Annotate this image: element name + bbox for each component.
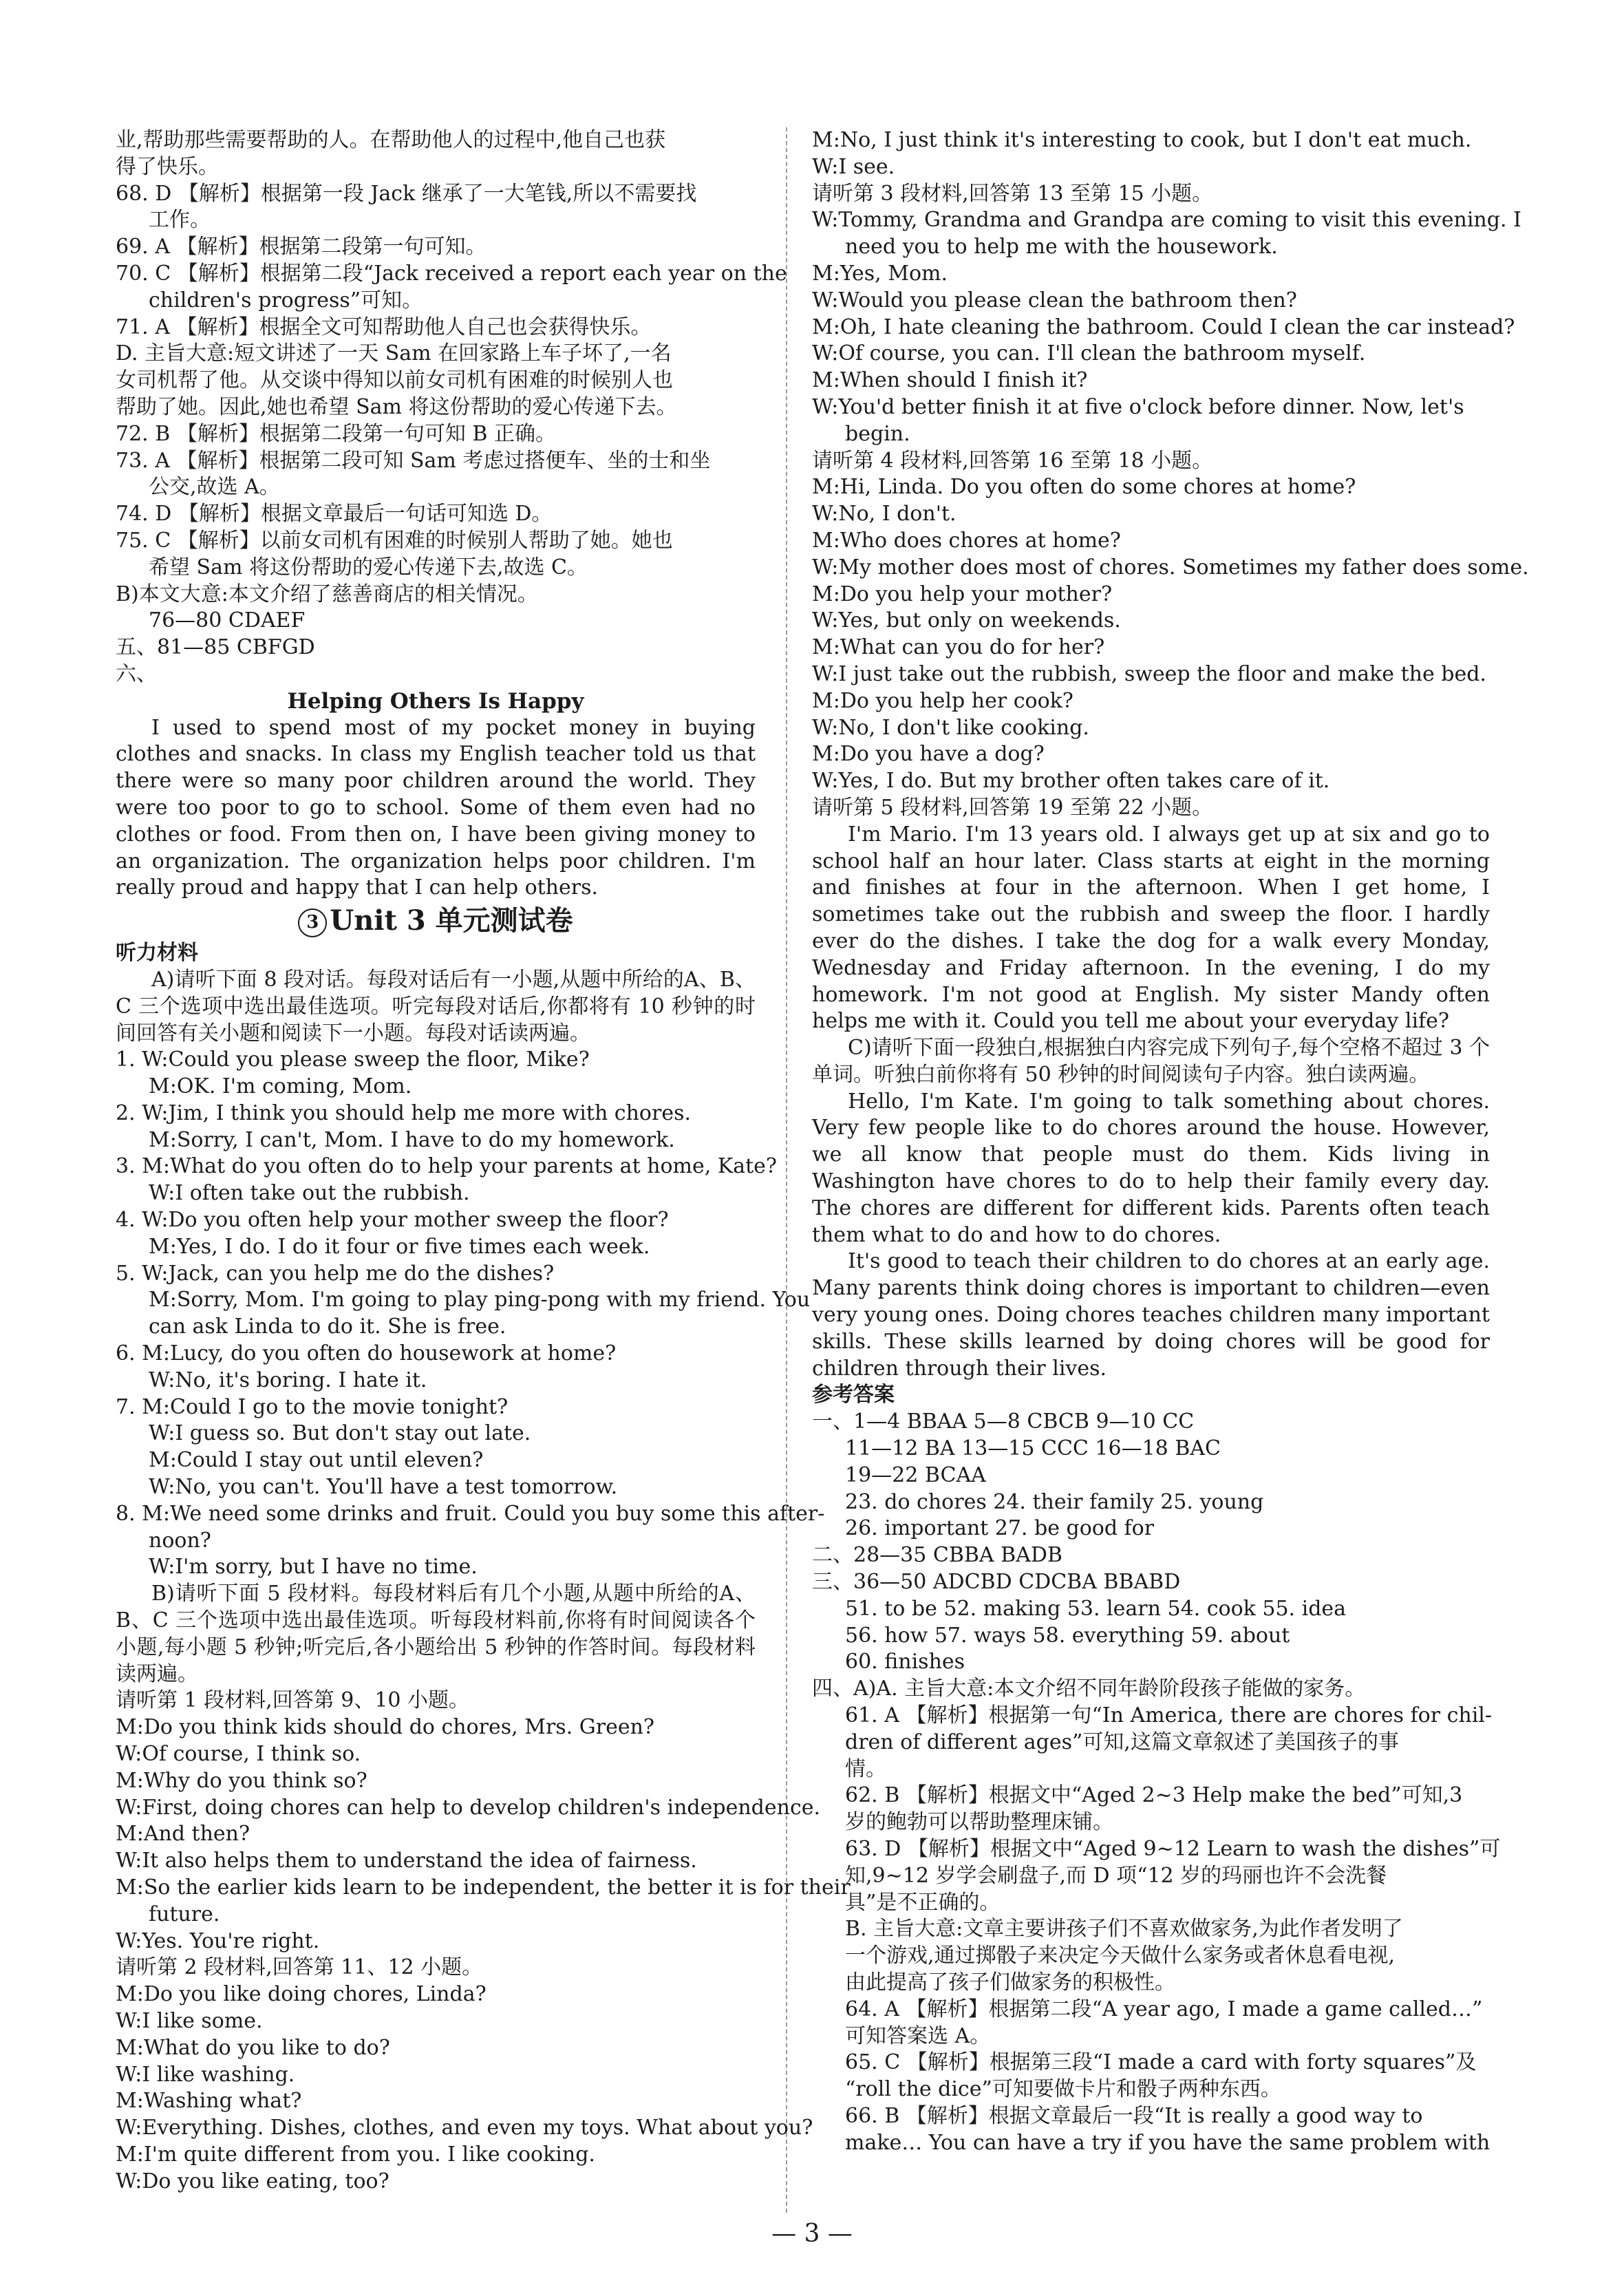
text-line: M:Who does chores at home? bbox=[812, 528, 1121, 553]
text-line: W:I often take out the rubbish. bbox=[149, 1181, 470, 1206]
text-line: 8. M:We need some drinks and fruit. Could you buy some this after- bbox=[116, 1501, 825, 1526]
text-line: M:I'm quite different from you. I like cooking. bbox=[116, 2142, 595, 2167]
text-line: 56. how 57. ways 58. everything 59. about bbox=[845, 1623, 1290, 1648]
text-line: make… You can have a try if you have the same problem with bbox=[845, 2130, 1491, 2155]
text-line: W:I guess so. But don't stay out late. bbox=[149, 1421, 531, 1446]
text-line: W:First, doing chores can help to develop children's independence. bbox=[116, 1795, 821, 1820]
text-line: W:I just take out the rubbish, sweep the floor and make the bed. bbox=[812, 661, 1486, 686]
text-line: 请听第 3 段材料,回答第 13 至第 15 小题。 bbox=[812, 181, 1213, 206]
text-line: 得了快乐。 bbox=[116, 154, 219, 179]
text-line: W:Tommy, Grandma and Grandpa are coming to visit this evening. I bbox=[812, 208, 1521, 233]
text-line: D. 主旨大意:短文讲述了一天 Sam 在回家路上车子坏了,一名 bbox=[116, 341, 672, 366]
text-line: W:I'm sorry, but I have no time. bbox=[149, 1555, 478, 1580]
text-line: 三、36—50 ADCBD CDCBA BBABD bbox=[812, 1570, 1181, 1595]
text-line: 61. A 【解析】根据第一句“In America, there are chores for chil- bbox=[845, 1703, 1493, 1728]
text-line: 请听第 4 段材料,回答第 16 至第 18 小题。 bbox=[812, 448, 1213, 473]
page-number: — 3 — bbox=[771, 2220, 853, 2248]
text-line: M:Could I stay out until eleven? bbox=[149, 1448, 484, 1473]
text-line: 六、 bbox=[116, 661, 157, 686]
kate-monologue-2: It's good to teach their children to do chores at an early age. Many parents think doing chores is important to children—even very young ones. Doing chores teaches children many important skills. These skills learned by doing chores will be good for children through their lives. bbox=[812, 1249, 1490, 1381]
text-line: 女司机帮了他。从交谈中得知以前女司机有困难的时候别人也 bbox=[116, 368, 673, 393]
text-line: M:Sorry, Mom. I'm going to play ping-pong with my friend. You bbox=[149, 1288, 811, 1312]
text-line: W:I like some. bbox=[116, 2008, 263, 2033]
text-line: W:No, I don't. bbox=[812, 502, 957, 527]
part-b-materials bbox=[116, 1688, 851, 2195]
part-c-intro: C)请听下面一段独白,根据独白内容完成下列句子,每个空格不超过 3 个单词。听独白前你将有 50 秒钟的时间阅读句子内容。独白读两遍。 bbox=[812, 1036, 1490, 1087]
text-line: 68. D 【解析】根据第一段 Jack 继承了一大笔钱,所以不需要找 bbox=[116, 181, 697, 206]
text-line: 63. D 【解析】根据文中“Aged 9~12 Learn to wash the dishes”可 bbox=[845, 1837, 1501, 1861]
text-line: 请听第 5 段材料,回答第 19 至第 22 小题。 bbox=[812, 795, 1213, 820]
section-label: 听力材料 bbox=[116, 941, 198, 966]
text-line: 64. A 【解析】根据第二段“A year ago, I made a game called…” bbox=[845, 1997, 1483, 2021]
text-line: 1. W:Could you please sweep the floor, Mike? bbox=[116, 1047, 590, 1072]
text-line: 73. A 【解析】根据第二段可知 Sam 考虑过搭便车、坐的士和坐 bbox=[116, 448, 711, 473]
column-divider bbox=[786, 127, 787, 2213]
text-line: 19—22 BCAA bbox=[845, 1463, 986, 1487]
text-line: 62. B 【解析】根据文中“Aged 2~3 Help make the bed”可知,3 bbox=[845, 1783, 1463, 1808]
text-line: W:Of course, you can. I'll clean the bathroom myself. bbox=[812, 341, 1366, 366]
text-line: can ask Linda to do it. She is free. bbox=[149, 1315, 506, 1339]
text-line: 具”是不正确的。 bbox=[845, 1890, 1001, 1915]
text-line: 4. W:Do you often help your mother sweep the floor? bbox=[116, 1208, 669, 1233]
answer-key-label: 参考答案 bbox=[812, 1383, 895, 1407]
text-line: W:Yes, I do. But my brother often takes care of it. bbox=[812, 769, 1330, 794]
text-line: 66. B 【解析】根据文章最后一段“It is really a good way to bbox=[845, 2103, 1423, 2128]
text-line: W:No, it's boring. I hate it. bbox=[149, 1368, 427, 1392]
text-line: 情。 bbox=[845, 1756, 886, 1781]
text-line: B. 主旨大意:文章主要讲孩子们不喜欢做家务,为此作者发明了 bbox=[845, 1917, 1403, 1942]
essay-title: Helping Others Is Happy bbox=[287, 688, 584, 714]
text-line: M:Oh, I hate cleaning the bathroom. Could I clean the car instead? bbox=[812, 315, 1515, 339]
text-line: W:Of course, I think so. bbox=[116, 1742, 361, 1767]
text-line: M:And then? bbox=[116, 1822, 250, 1847]
text-line: 3. M:What do you often do to help your parents at home, Kate? bbox=[116, 1154, 778, 1179]
text-line: 公交,故选 A。 bbox=[149, 475, 280, 500]
text-line: 11—12 BA 13—15 CCC 16—18 BAC bbox=[845, 1436, 1221, 1461]
text-line: 业,帮助那些需要帮助的人。在帮助他人的过程中,他自己也获 bbox=[116, 128, 666, 152]
text-line: M:Do you think kids should do chores, Mrs. Green? bbox=[116, 1715, 654, 1740]
text-line: M:Hi, Linda. Do you often do some chores at home? bbox=[812, 475, 1356, 500]
text-line: M:Why do you think so? bbox=[116, 1768, 367, 1793]
text-line: 四、A)A. 主旨大意:本文介绍不同年龄阶段孩子能做的家务。 bbox=[812, 1677, 1366, 1701]
text-line: M:OK. I'm coming, Mom. bbox=[149, 1074, 412, 1099]
text-line: W:Everything. Dishes, clothes, and even my toys. What about you? bbox=[116, 2116, 813, 2140]
text-line: W:You'd better finish it at five o'clock before dinner. Now, let's bbox=[812, 394, 1464, 419]
text-line: W:Yes. You're right. bbox=[116, 1928, 320, 1953]
text-line: W:Would you please clean the bathroom then? bbox=[812, 288, 1297, 312]
part-b-intro: B)请听下面 5 段材料。每段材料后有几个小题,从题中所给的A、B、C 三个选项中选出最佳选项。听每段材料前,你将有时间阅读各个小题,每小题 5 秒钟;听完后,各小题给出 5 秒钟的作答时间。每段材料读两遍。 bbox=[116, 1582, 756, 1686]
text-line: 希望 Sam 将这份帮助的爱心传递下去,故选 C。 bbox=[149, 555, 588, 579]
text-line: M:Do you have a dog? bbox=[812, 742, 1045, 767]
text-line: 岁的鲍勃可以帮助整理床铺。 bbox=[845, 1810, 1113, 1835]
text-line: 请听第 2 段材料,回答第 11、12 小题。 bbox=[116, 1955, 483, 1980]
text-line: 5. W:Jack, can you help me do the dishes? bbox=[116, 1261, 555, 1286]
text-line: M:Do you help her cook? bbox=[812, 688, 1073, 713]
text-line: 26. important 27. be good for bbox=[845, 1516, 1155, 1541]
text-line: M:Do you like doing chores, Linda? bbox=[116, 1982, 487, 2007]
text-line: children's progress”可知。 bbox=[149, 288, 423, 312]
text-line: 知,9~12 岁学会刷盘子,而 D 项“12 岁的玛丽也许不会洗餐 bbox=[845, 1863, 1387, 1888]
text-line: M:Do you help your mother? bbox=[812, 582, 1113, 606]
kate-monologue-1: Hello, I'm Kate. I'm going to talk something about chores. Very few people like to do chores around the house. However, we all know that people must do them. Kids living in Washington have chores to do to help their family every day. The chores are different for different kids. Parents often teach them what to do and how to do chores. bbox=[812, 1089, 1490, 1247]
text-line: begin. bbox=[845, 421, 910, 446]
text-line: 51. to be 52. making 53. learn 54. cook 55. idea bbox=[845, 1596, 1347, 1621]
text-line: 请听第 1 段材料,回答第 9、10 小题。 bbox=[116, 1688, 470, 1713]
text-line: 72. B 【解析】根据第二段第一句可知 B 正确。 bbox=[116, 421, 556, 446]
essay-body: I used to spend most of my pocket money in buying clothes and snacks. In class my English teacher told us that there were so many poor children around the world. They were too poor to go to school. Some of them even had no clothes or food. From then on, I have been giving money to an organization. The organization helps poor children. I'm really proud and happy that I can help others. bbox=[116, 715, 756, 900]
answer-explanations-top bbox=[116, 127, 787, 688]
text-line: M:When should I finish it? bbox=[812, 368, 1088, 393]
text-line: M:Yes, I do. I do it four or five times each week. bbox=[149, 1234, 650, 1259]
text-line: M:Washing what? bbox=[116, 2089, 302, 2114]
text-line: 二、28—35 CBBA BADB bbox=[812, 1543, 1062, 1568]
text-line: 2. W:Jim, I think you should help me more with chores. bbox=[116, 1100, 692, 1125]
text-line: 6. M:Lucy, do you often do housework at home? bbox=[116, 1341, 617, 1366]
text-line: 70. C 【解析】根据第二段“Jack received a report each year on the bbox=[116, 261, 787, 286]
text-line: M:Yes, Mom. bbox=[812, 261, 948, 286]
left-column bbox=[116, 127, 851, 2195]
text-line: dren of different ages”可知,这篇文章叙述了美国孩子的事 bbox=[845, 1730, 1399, 1754]
text-line: M:So the earlier kids learn to be independent, the better it is for their bbox=[116, 1875, 851, 1900]
text-line: 7. M:Could I go to the movie tonight? bbox=[116, 1394, 509, 1419]
mario-monologue: I'm Mario. I'm 13 years old. I always get up at six and go to school half an hour later. Class starts at eight in the morning and finishes at four in the afternoon. When I get home, I sometimes take out the rubbish and sweep the floor. I hardly ever do the dishes. I take the dog for a walk every Monday, Wednesday and Friday afternoon. In the evening, I do my homework. I'm not good at English. My sister Mandy often helps me with it. Could you tell me about your everyday life? bbox=[812, 822, 1490, 1034]
text-line: 60. finishes bbox=[845, 1650, 965, 1674]
unit-number-badge: 3 bbox=[298, 908, 327, 937]
text-line: W:I see. bbox=[812, 154, 895, 179]
part-b-materials-cont bbox=[812, 127, 1529, 822]
part-a-dialogs bbox=[116, 1047, 825, 1581]
text-line: 75. C 【解析】以前女司机有困难的时候别人帮助了她。她也 bbox=[116, 528, 673, 553]
text-line: future. bbox=[149, 1902, 220, 1926]
text-line: W:Do you like eating, too? bbox=[116, 2169, 389, 2193]
text-line: 76—80 CDAEF bbox=[149, 608, 306, 633]
text-line: B)本文大意:本文介绍了慈善商店的相关情况。 bbox=[116, 582, 538, 606]
text-line: W:Yes, but only on weekends. bbox=[812, 608, 1121, 633]
text-line: 一个游戏,通过掷骰子来决定今天做什么家务或者休息看电视, bbox=[845, 1944, 1396, 1968]
text-line: W:It also helps them to understand the idea of fairness. bbox=[116, 1849, 697, 1873]
text-line: M:What do you like to do? bbox=[116, 2035, 390, 2060]
text-line: W:My mother does most of chores. Sometimes my father does some. bbox=[812, 555, 1529, 579]
text-line: “roll the dice”可知要做卡片和骰子两种东西。 bbox=[845, 2077, 1281, 2102]
text-line: 由此提高了孩子们做家务的积极性。 bbox=[845, 1970, 1175, 1995]
text-line: M:What can you do for her? bbox=[812, 635, 1105, 660]
text-line: 可知答案选 A。 bbox=[845, 2023, 991, 2048]
text-line: 65. C 【解析】根据第三段“I made a card with forty squares”及 bbox=[845, 2050, 1477, 2075]
answer-key bbox=[812, 1409, 1501, 2156]
right-column bbox=[812, 127, 1529, 2157]
text-line: W:No, you can't. You'll have a test tomorrow. bbox=[149, 1475, 618, 1500]
text-line: W:I like washing. bbox=[116, 2062, 295, 2087]
part-a-intro: A)请听下面 8 段对话。每段对话后有一小题,从题中所给的A、B、C 三个选项中选出最佳选项。听完每段对话后,你都将有 10 秒钟的时间回答有关小题和阅读下一小题。每段对话读两遍。 bbox=[116, 967, 756, 1045]
text-line: 五、81—85 CBFGD bbox=[116, 635, 315, 660]
text-line: need you to help me with the housework. bbox=[845, 235, 1278, 259]
text-line: 71. A 【解析】根据全文可知帮助他人自己也会获得快乐。 bbox=[116, 315, 652, 339]
text-line: 23. do chores 24. their family 25. young bbox=[845, 1489, 1264, 1514]
text-line: 一、1—4 BBAA 5—8 CBCB 9—10 CC bbox=[812, 1410, 1195, 1434]
text-line: M:No, I just think it's interesting to cook, but I don't eat much. bbox=[812, 128, 1472, 152]
text-line: noon? bbox=[149, 1528, 211, 1553]
text-line: 69. A 【解析】根据第二段第一句可知。 bbox=[116, 235, 487, 259]
text-line: W:No, I don't like cooking. bbox=[812, 715, 1089, 740]
text-line: 工作。 bbox=[149, 208, 211, 233]
text-line: M:Sorry, I can't, Mom. I have to do my homework. bbox=[149, 1127, 675, 1152]
unit-title: 3 Unit 3 单元测试卷 bbox=[116, 903, 756, 939]
text-line: 74. D 【解析】根据文章最后一句话可知选 D。 bbox=[116, 502, 553, 527]
text-line: 帮助了她。因此,她也希望 Sam 将这份帮助的爱心传递下去。 bbox=[116, 394, 677, 419]
